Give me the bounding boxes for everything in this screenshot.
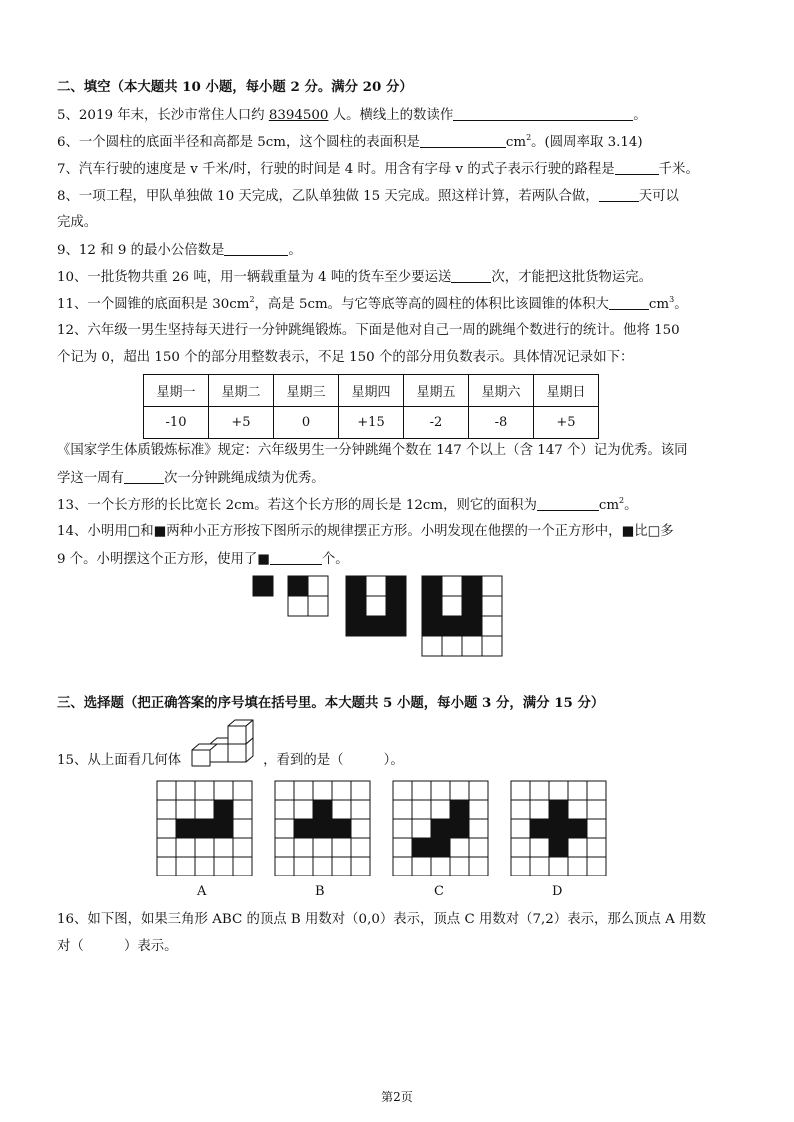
white-square [450,781,469,800]
q15-text-2: ，看到的是（ ）。 [263,753,404,768]
black-square [431,838,450,857]
q6-note: 。(圆周率取 3.14) [531,135,643,150]
white-square [511,819,530,838]
q8-answer-blank[interactable] [599,187,639,202]
white-square [294,838,313,857]
black-square [332,819,351,838]
q10-text-2: 次，才能把这批货物运完。 [491,270,653,285]
black-square [422,616,442,636]
white-square [332,800,351,819]
pattern-step-1 [253,576,273,596]
question-8-line-2: 完成。 [57,215,98,230]
white-square [157,781,176,800]
white-square [275,857,294,876]
white-square [294,857,313,876]
white-square [275,838,294,857]
white-square [275,819,294,838]
jump-rope-table [143,374,599,439]
white-square [412,819,431,838]
q12-text-2: 次一分钟跳绳成绩为优秀。 [163,471,325,486]
option-d-grid[interactable] [511,781,606,876]
table-cell-value: +5 [534,407,599,439]
white-square [214,838,233,857]
white-square [393,857,412,876]
white-square [482,576,502,596]
black-square [214,800,233,819]
q11-text-2: ，高是 5cm。与它等底等高的圆柱的体积比该圆锥的体积大 [254,297,609,312]
white-square [450,838,469,857]
white-square [511,800,530,819]
table-cell-day: 星期一 [144,375,209,407]
white-square [431,781,450,800]
white-square [176,838,195,857]
question-14-line-1: 14、小明用□和■两种小正方形按下图所示的规律摆正方形。小明发现在他摆的一个正方形中，■比□多 [57,524,674,539]
option-d-label[interactable]: D [552,884,563,899]
white-square [275,781,294,800]
page-number: 第2页 [381,1090,413,1104]
white-square [313,857,332,876]
question-14-line-2 [57,550,349,569]
white-square [511,857,530,876]
black-square [422,596,442,616]
white-square [157,857,176,876]
q7-text: 7、汽车行驶的速度是 v 千米/时，行驶的时间是 4 时。用含有字母 v 的式子表示行驶的路程是 [57,162,615,177]
question-13 [57,496,638,515]
white-square [568,838,587,857]
white-square [157,838,176,857]
white-square [214,781,233,800]
black-square [431,819,450,838]
option-c-grid[interactable] [393,781,488,876]
q15-option-grids [156,780,618,876]
question-5 [57,106,647,125]
white-square [442,636,462,656]
option-c-label[interactable]: C [434,884,444,899]
q8-text: 8、一项工程，甲队单独做 10 天完成，乙队单独做 15 天完成。照这样计算，若两队合做， [57,189,599,204]
section-3-heading: 三、选择题（把正确答案的序号填在括号里。本大题共 5 小题，每小题 3 分，满分 15 分） [57,695,605,711]
question-11 [57,295,688,314]
q6-unit-exponent: 2 [526,133,532,142]
black-square [386,596,406,616]
black-square [253,576,273,596]
black-square [386,576,406,596]
black-square [366,616,386,636]
question-7 [57,160,699,179]
white-square [233,819,252,838]
q5-text: 5、2019 年末，长沙市常住人口约 [57,108,269,123]
q12-text: 学这一周有 [57,471,124,486]
black-square [412,838,431,857]
question-16-line-2: 对（ ）表示。 [57,939,178,954]
table-cell-day: 星期六 [469,375,534,407]
black-square [549,819,568,838]
white-square [157,800,176,819]
black-square [422,576,442,596]
q10-answer-blank[interactable] [451,268,491,283]
table-cell-day: 星期四 [339,375,404,407]
white-square [294,781,313,800]
white-square [393,838,412,857]
q8-text-2: 天可以 [638,189,679,204]
black-square [294,819,313,838]
white-square [366,576,386,596]
white-square [412,800,431,819]
white-square [530,781,549,800]
question-12-line-3: 《国家学生体质锻炼标准》规定：六年级男生一分钟跳绳个数在 147 个以上（含 147 个）记为优秀。该同 [57,443,688,458]
option-b-label[interactable]: B [315,884,325,899]
black-square [462,576,482,596]
white-square [530,800,549,819]
table-cell-value: -2 [404,407,469,439]
q5-answer-blank[interactable] [453,106,633,121]
white-square [214,857,233,876]
white-square [530,838,549,857]
white-square [195,800,214,819]
black-square [450,800,469,819]
table-cell-day: 星期二 [209,375,274,407]
white-square [176,781,195,800]
q10-text: 10、一批货物共重 26 吨，用一辆载重量为 4 吨的货车至少要运送 [57,270,452,285]
black-square [462,616,482,636]
q14-text: 9 个。小明摆这个正方形，使用了■ [57,552,270,567]
q9-text: 9、12 和 9 的最小公倍数是 [57,243,225,258]
white-square [549,781,568,800]
black-square [549,800,568,819]
white-square [233,781,252,800]
white-square [195,781,214,800]
table-value-row [144,407,599,439]
q13-unit-exponent: 2 [619,496,625,505]
white-square [511,838,530,857]
q5-number: 8394500 [268,108,329,123]
white-square [462,636,482,656]
black-square [195,819,214,838]
q5-end: 。 [633,108,647,123]
black-square [462,596,482,616]
white-square [469,819,488,838]
q7-answer-blank[interactable] [615,160,659,175]
white-square [412,781,431,800]
white-square [587,857,606,876]
white-square [313,838,332,857]
black-square [346,596,366,616]
white-square [157,819,176,838]
white-square [469,781,488,800]
white-square [482,596,502,616]
white-square [469,857,488,876]
table-cell-value: +5 [209,407,274,439]
pattern-step-4 [422,576,502,656]
black-square [568,819,587,838]
white-square [351,800,370,819]
square-pattern-figure [250,574,510,660]
white-square [351,781,370,800]
q9-answer-blank[interactable] [224,241,288,256]
q6-text: 6、一个圆柱的底面半径和高都是 5cm，这个圆柱的表面积是 [57,135,420,150]
option-a-grid[interactable] [157,781,252,876]
white-square [313,781,332,800]
black-square [530,819,549,838]
white-square [568,781,587,800]
white-square [587,781,606,800]
white-square [195,857,214,876]
table-cell-value: +15 [339,407,404,439]
white-square [332,781,351,800]
option-b-grid[interactable] [275,781,370,876]
white-square [233,838,252,857]
q13-answer-blank[interactable] [537,496,599,511]
q11-answer-blank[interactable] [609,295,649,310]
black-square [176,819,195,838]
q11-unit-exponent: 3 [669,295,675,304]
section-2-heading: 二、填空（本大题共 10 小题，每小题 2 分。满分 20 分） [57,79,413,95]
table-cell-day: 星期日 [534,375,599,407]
white-square [351,819,370,838]
black-square [346,576,366,596]
white-square [568,857,587,876]
white-square [422,636,442,656]
white-square [176,800,195,819]
white-square [393,781,412,800]
white-square [469,800,488,819]
black-square [313,819,332,838]
white-square [431,857,450,876]
white-square [450,857,469,876]
white-square [332,838,351,857]
white-square [393,819,412,838]
white-square [442,596,462,616]
q9-end: 。 [288,243,302,258]
question-9 [57,241,302,260]
white-square [431,800,450,819]
question-16-line-1: 16、如下图，如果三角形 ABC 的顶点 B 用数对（0,0）表示，顶点 C 用数对（7,2）表示，那么顶点 A 用数 [57,912,706,927]
white-square [587,819,606,838]
q6-unit: cm [505,135,527,150]
white-square [587,800,606,819]
white-square [549,857,568,876]
question-6 [57,133,643,152]
q11-end: 。 [674,297,688,312]
white-square [511,781,530,800]
table-cell-value: -8 [469,407,534,439]
black-square [346,616,366,636]
white-square [482,616,502,636]
white-square [233,800,252,819]
black-square [549,838,568,857]
white-square [308,576,328,596]
black-square [442,616,462,636]
white-square [412,857,431,876]
table-header-row [144,375,599,407]
black-square [288,576,308,596]
question-12-line-1: 12、六年级一男生坚持每天进行一分钟跳绳锻炼。下面是他对自己一周的跳绳个数进行的统计。他将 150 [57,323,680,338]
black-square [214,819,233,838]
white-square [393,800,412,819]
white-square [568,800,587,819]
option-a-label[interactable]: A [197,884,207,899]
white-square [587,838,606,857]
question-10 [57,268,652,287]
white-square [332,857,351,876]
question-15 [57,752,404,770]
q14-answer-blank[interactable] [270,550,322,565]
pattern-step-3 [346,576,406,636]
white-square [469,838,488,857]
white-square [351,857,370,876]
white-square [482,636,502,656]
q13-end: 。 [624,498,638,513]
question-12-line-2: 个记为 0，超出 150 个的部分用整数表示，不足 150 个的部分用负数表示。具体情况记录如下： [57,350,634,365]
black-square [386,616,406,636]
white-square [294,800,313,819]
black-square [450,819,469,838]
q7-unit: 千米。 [658,162,699,177]
white-square [288,596,308,616]
q6-answer-blank[interactable] [420,133,506,148]
q14-end: 个。 [321,552,349,567]
white-square [176,857,195,876]
white-square [442,576,462,596]
q11-exponent: 2 [249,295,255,304]
white-square [366,596,386,616]
white-square [530,857,549,876]
white-square [195,838,214,857]
white-square [308,596,328,616]
black-square [313,800,332,819]
q13-text: 13、一个长方形的长比宽长 2cm。若这个长方形的周长是 12cm，则它的面积为 [57,498,537,513]
white-square [351,838,370,857]
q13-unit: cm [598,498,620,513]
q5-text-2: 人。横线上的数读作 [328,108,454,123]
q15-text: 15、从上面看几何体 [57,753,182,768]
q11-text: 11、一个圆锥的底面积是 30cm [57,297,250,312]
q11-unit: cm [648,297,670,312]
pattern-step-2 [288,576,328,616]
table-cell-day: 星期三 [274,375,339,407]
q12-answer-blank[interactable] [124,469,164,484]
white-square [275,800,294,819]
question-8-line-1 [57,187,679,206]
table-cell-value: -10 [144,407,209,439]
white-square [233,857,252,876]
question-12-line-4 [57,469,325,488]
table-cell-value: 0 [274,407,339,439]
table-cell-day: 星期五 [404,375,469,407]
